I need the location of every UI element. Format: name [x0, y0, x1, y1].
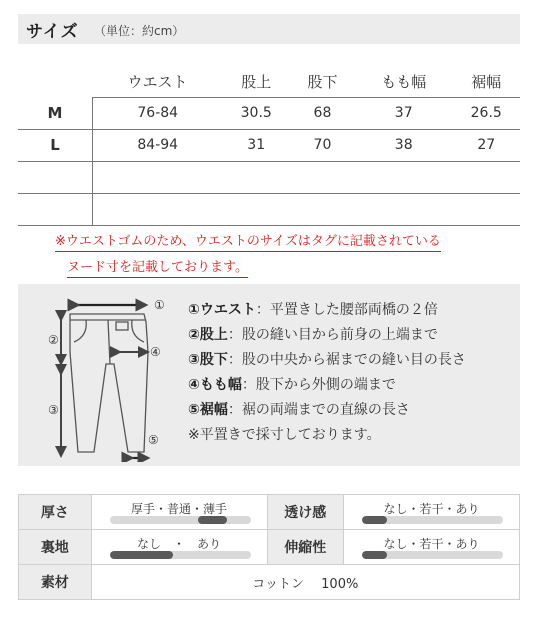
- waist-note-line1: ※ウエストゴムのため、ウエストのサイズはタグに記載されている: [55, 230, 441, 252]
- measurement-diagram: [18, 284, 520, 466]
- table-cell: 68: [290, 97, 355, 129]
- col-hem: 裾幅: [452, 66, 520, 97]
- table-cell: [290, 161, 355, 193]
- row-size-empty: [18, 161, 93, 193]
- table-cell: 30.5: [222, 97, 290, 129]
- pants-outline: [70, 314, 148, 452]
- corner-cell: [18, 66, 93, 97]
- unit-label: （単位：約cm）: [94, 24, 185, 38]
- table-cell: [93, 193, 223, 225]
- material-value-cell: [91, 565, 519, 600]
- table-cell: 84-94: [93, 129, 223, 161]
- sheerness-bar: [362, 516, 503, 524]
- table-row: [18, 193, 520, 225]
- table-cell: [355, 161, 452, 193]
- table-cell: 37: [355, 97, 452, 129]
- lining-bar-fill: [110, 551, 173, 559]
- material-label: 素材: [19, 565, 92, 600]
- table-cell: [355, 193, 452, 225]
- sheerness-value: [344, 495, 520, 530]
- thickness-value: [91, 495, 267, 530]
- col-inseam: 股下: [290, 66, 355, 97]
- size-table-header: [18, 66, 520, 97]
- legend-flat-note: ※平置きで採寸しております。: [188, 427, 381, 443]
- measurement-legend: [188, 298, 466, 448]
- table-row: [18, 161, 520, 193]
- table-cell: 70: [290, 129, 355, 161]
- lining-value: [91, 530, 267, 565]
- size-table: [18, 66, 520, 226]
- table-cell: [452, 161, 520, 193]
- table-cell: [222, 161, 290, 193]
- thickness-choices: 厚手・普通・薄手: [131, 502, 228, 516]
- row-size-l: L: [18, 129, 93, 161]
- legend-inseam: ③股下：股の中央から裾までの縫い目の長さ: [188, 352, 466, 368]
- marker-1: ①: [154, 298, 165, 312]
- marker-4: ④: [150, 345, 161, 359]
- legend-hem: ⑤裾幅：裾の両端までの直線の長さ: [188, 402, 410, 418]
- attr-row: [19, 530, 520, 565]
- row-size-m: M: [18, 97, 93, 129]
- table-cell: 76-84: [93, 97, 223, 129]
- stretch-value: [344, 530, 520, 565]
- table-cell: [452, 193, 520, 225]
- fabric-attributes-table: [18, 494, 520, 600]
- legend-rise: ②股上：股の縫い目から前身の上端まで: [188, 327, 438, 343]
- col-thigh: もも幅: [355, 66, 452, 97]
- marker-2: ②: [48, 333, 59, 347]
- legend-waist: ①ウエスト：平置きした腰部両橋の２倍: [188, 302, 438, 318]
- lining-choices: なし ・ あり: [137, 537, 222, 551]
- col-waist: ウエスト: [93, 66, 223, 97]
- stretch-label: 伸縮性: [267, 530, 344, 565]
- sheerness-bar-fill: [362, 516, 387, 524]
- sheerness-label: 透け感: [267, 495, 344, 530]
- lining-bar: [110, 551, 251, 559]
- thickness-bar: [110, 516, 251, 524]
- table-row: [18, 129, 520, 161]
- col-rise: 股上: [222, 66, 290, 97]
- stretch-choices: なし・若干・あり: [383, 537, 480, 551]
- pants-illustration: [48, 292, 178, 462]
- row-size-empty: [18, 193, 93, 225]
- stretch-bar-fill: [362, 551, 387, 559]
- lining-label: 裏地: [19, 530, 92, 565]
- table-cell: [93, 161, 223, 193]
- attr-row: [19, 565, 520, 600]
- marker-3: ③: [48, 403, 59, 417]
- table-row: [18, 97, 520, 129]
- table-cell: [290, 193, 355, 225]
- table-cell: 38: [355, 129, 452, 161]
- stretch-bar: [362, 551, 503, 559]
- size-header: [18, 14, 520, 44]
- size-title: サイズ: [26, 22, 79, 42]
- table-cell: 31: [222, 129, 290, 161]
- thickness-label: 厚さ: [19, 495, 92, 530]
- material-value: コットン 100%: [252, 577, 359, 592]
- table-cell: 27: [452, 129, 520, 161]
- marker-5: ⑤: [148, 433, 159, 447]
- table-cell: [222, 193, 290, 225]
- table-cell: 26.5: [452, 97, 520, 129]
- waist-note-line2: ヌード寸を記載しております。: [67, 256, 248, 278]
- sheerness-choices: なし・若干・あり: [383, 502, 480, 516]
- attr-row: [19, 495, 520, 530]
- legend-thigh: ④もも幅：股下から外側の端まで: [188, 377, 396, 393]
- thickness-bar-fill: [198, 516, 226, 524]
